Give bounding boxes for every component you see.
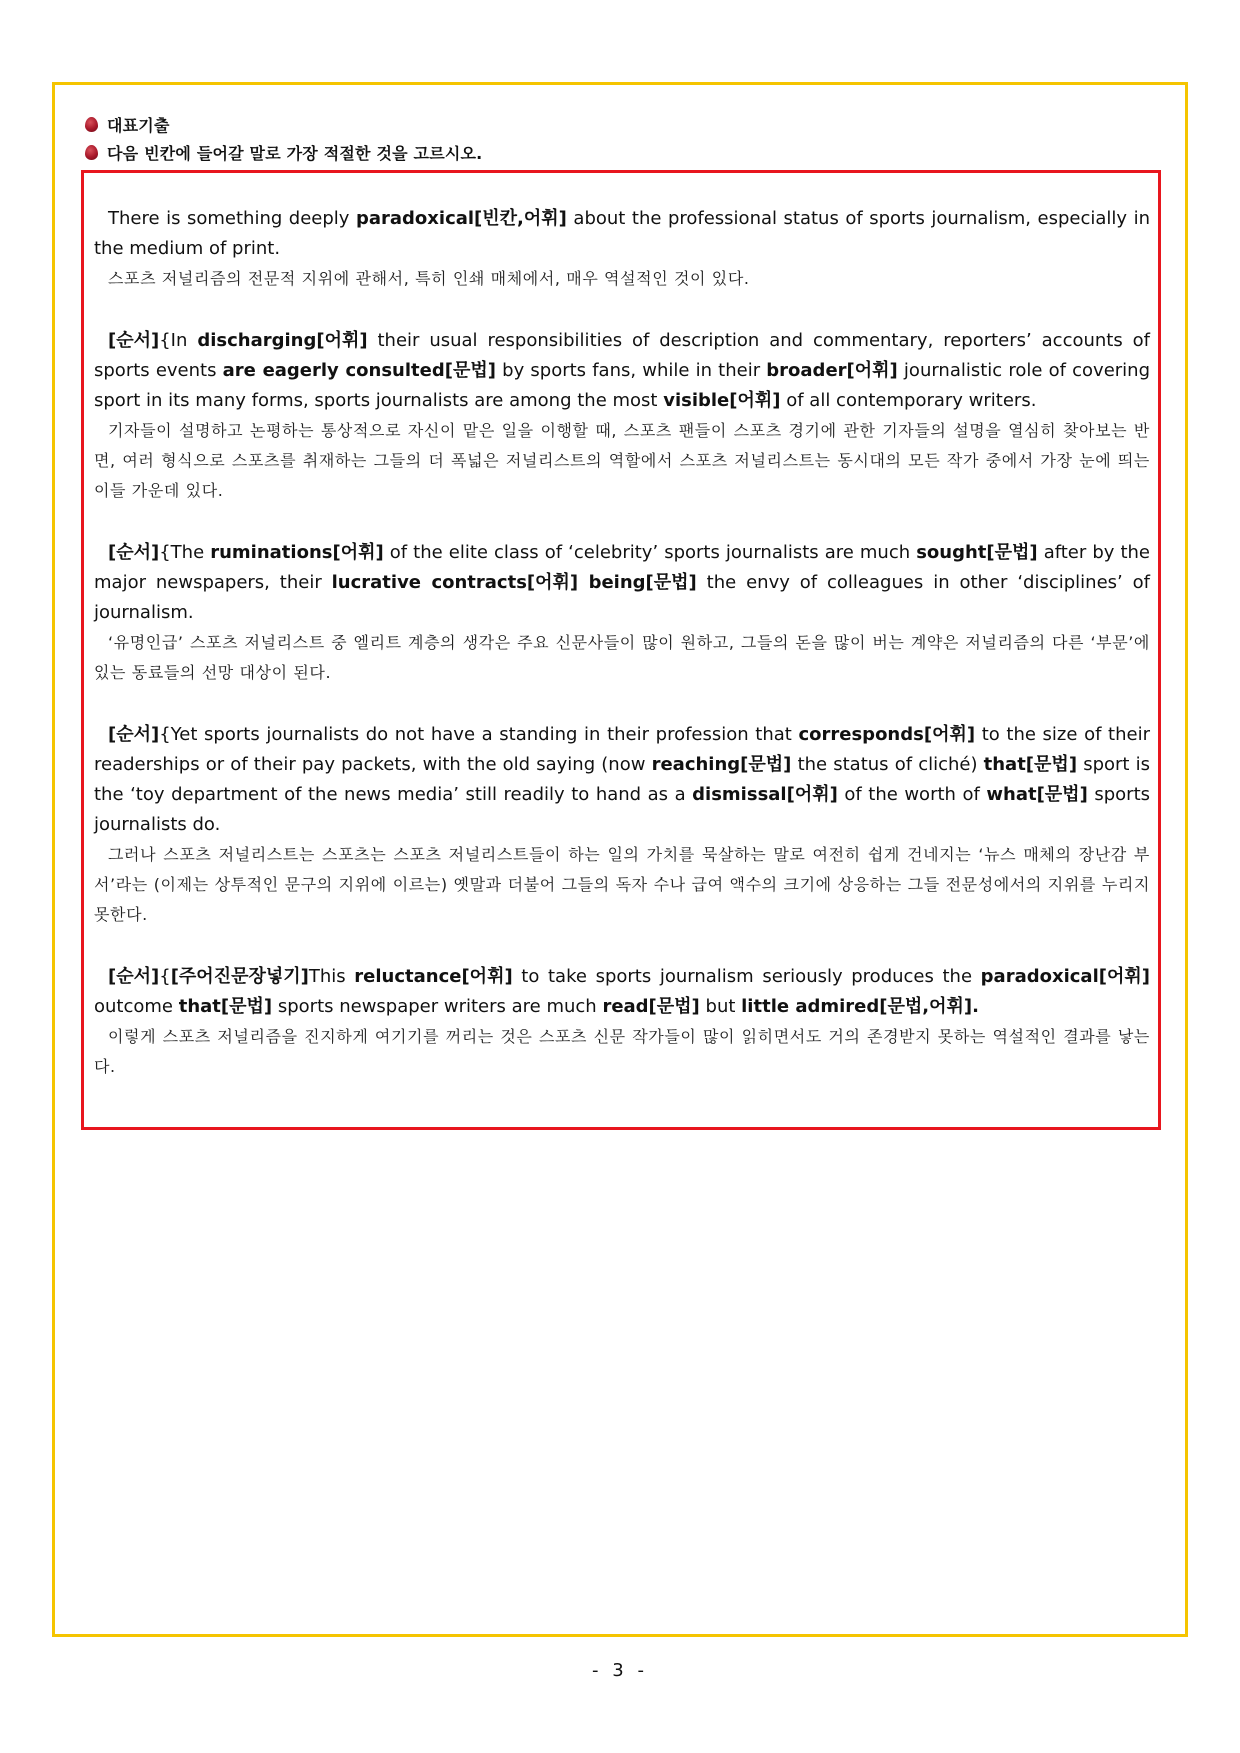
text-run: outcome	[94, 996, 179, 1017]
korean-translation: 스포츠 저널리즘의 전문적 지위에 관해서, 특히 인쇄 매체에서, 매우 역설적인 것이 있다.	[108, 269, 750, 288]
annotated-term: sought[문법]	[916, 542, 1038, 563]
section-title: 대표기출	[107, 115, 170, 135]
text-run: to the size of their readerships or of their pay packets, with the old saying (now	[94, 724, 1150, 775]
annotated-term: [순서]	[108, 330, 160, 351]
text-run: journalistic role of covering sport in its many forms, sports journalists are among the most	[94, 360, 1151, 411]
english-sentence	[94, 962, 1150, 1022]
annotated-term: discharging[어휘]	[197, 330, 368, 351]
text-run: There is something deeply	[108, 208, 356, 229]
text-run: This	[308, 966, 355, 987]
annotated-term: are eagerly consulted[문법]	[222, 360, 496, 381]
text-run: {Yet sports journalists do not have a standing in their profession that	[159, 724, 799, 745]
annotated-term: broader[어휘]	[766, 360, 898, 381]
text-run: about the professional status of sports journalism, especially in the medium of print.	[94, 208, 1150, 259]
section-label	[85, 113, 170, 135]
passage-paragraph	[94, 720, 1150, 930]
annotated-term: that[문법]	[983, 754, 1078, 775]
passage-paragraph	[94, 204, 1150, 294]
text-run: sports newspaper writers are much	[272, 996, 603, 1017]
passage-paragraph	[94, 326, 1150, 506]
annotated-term: visible[어휘]	[663, 390, 781, 411]
korean-translation: 기자들이 설명하고 논평하는 통상적으로 자신이 맡은 일을 이행할 때, 스포츠 팬들이 스포츠 경기에 관한 기자들의 설명을 열심히 찾아보는 반면, 여러 형식으로 스포츠를 취재하는 그들의 더 폭넓은 저널리스트의 역할에서 스포츠 저널리스트는 동시대의 모든 작가 중에서 가장 눈에 띄는 이들 가운데 있다.	[94, 421, 1150, 500]
annotated-term: read[문법]	[602, 996, 700, 1017]
bullet-icon	[85, 117, 98, 132]
text-run: {	[159, 966, 171, 987]
annotated-term: reluctance[어휘]	[354, 966, 513, 987]
korean-translation: ‘유명인급’ 스포츠 저널리스트 중 엘리트 계층의 생각은 주요 신문사들이 많이 원하고, 그들의 돈을 많이 버는 계약은 저널리즘의 다른 ‘부문’에 있는 동료들의 선망 대상이 된다.	[94, 633, 1150, 682]
text-run: of the worth of	[837, 784, 987, 805]
annotated-term: corresponds[어휘]	[798, 724, 976, 745]
text-run: by sports fans, while in their	[495, 360, 767, 381]
text-run: sports journalists do.	[94, 784, 1151, 835]
annotated-term: that[문법]	[178, 996, 273, 1017]
korean-translation: 그러나 스포츠 저널리스트는 스포츠는 스포츠 저널리스트들이 하는 일의 가치를 묵살하는 말로 여전히 쉽게 건네지는 ‘뉴스 매체의 장난감 부서’라는 (이제는 상투적인 문구의 지위에 이르는) 옛말과 더불어 그들의 독자 수나 급여 액수의 크기에 상응하는 그들 전문성에서의 지위를 누리지 못한다.	[94, 845, 1150, 924]
annotated-term: reaching[문법]	[651, 754, 792, 775]
text-run: their usual responsibilities of description and commentary, reporters’ accounts of sports events	[94, 330, 1150, 381]
text-run: but	[699, 996, 742, 1017]
text-run: the envy of colleagues in other ‘disciplines’ of journalism.	[94, 572, 1150, 623]
question-text: 다음 빈칸에 들어갈 말로 가장 적절한 것을 고르시오.	[107, 143, 483, 163]
annotated-term: paradoxical[빈칸,어휘]	[355, 208, 567, 229]
text-run: to take sports journalism seriously produces the	[512, 966, 981, 987]
english-sentence	[94, 538, 1150, 628]
english-sentence	[94, 204, 1150, 264]
annotated-term: [순서]	[108, 724, 160, 745]
annotated-term: dismissal[어휘]	[692, 784, 838, 805]
passage-paragraph	[94, 538, 1150, 688]
question-prompt	[85, 141, 482, 163]
passage-paragraph	[94, 962, 1150, 1082]
annotated-term: what[문법]	[986, 784, 1088, 805]
annotated-term: ruminations[어휘]	[210, 542, 384, 563]
bullet-icon	[85, 145, 98, 160]
annotated-term: [순서]	[108, 966, 160, 987]
text-run: {The	[159, 542, 211, 563]
passage-box	[81, 170, 1161, 1130]
english-sentence	[94, 720, 1150, 840]
text-run: of all contemporary writers.	[780, 390, 1037, 411]
text-run: after by the major newspapers, their	[94, 542, 1150, 593]
page-number: - 3 -	[592, 1660, 648, 1681]
annotated-term: paradoxical[어휘]	[980, 966, 1150, 987]
text-run: of the elite class of ‘celebrity’ sports journalists are much	[383, 542, 917, 563]
annotated-term: [주어진문장넣기]	[170, 966, 309, 987]
annotated-term: lucrative contracts[어휘] being[문법]	[331, 572, 697, 593]
text-run: the status of cliché)	[791, 754, 984, 775]
korean-translation: 이렇게 스포츠 저널리즘을 진지하게 여기기를 꺼리는 것은 스포츠 신문 작가들이 많이 읽히면서도 거의 존경받지 못하는 역설적인 결과를 낳는다.	[94, 1027, 1150, 1076]
english-sentence	[94, 326, 1150, 416]
annotated-term: little admired[문법,어휘].	[741, 996, 979, 1017]
text-run: {In	[159, 330, 198, 351]
annotated-term: [순서]	[108, 542, 160, 563]
text-run: sport is the ‘toy department of the news media’ still readily to hand as a	[94, 754, 1150, 805]
